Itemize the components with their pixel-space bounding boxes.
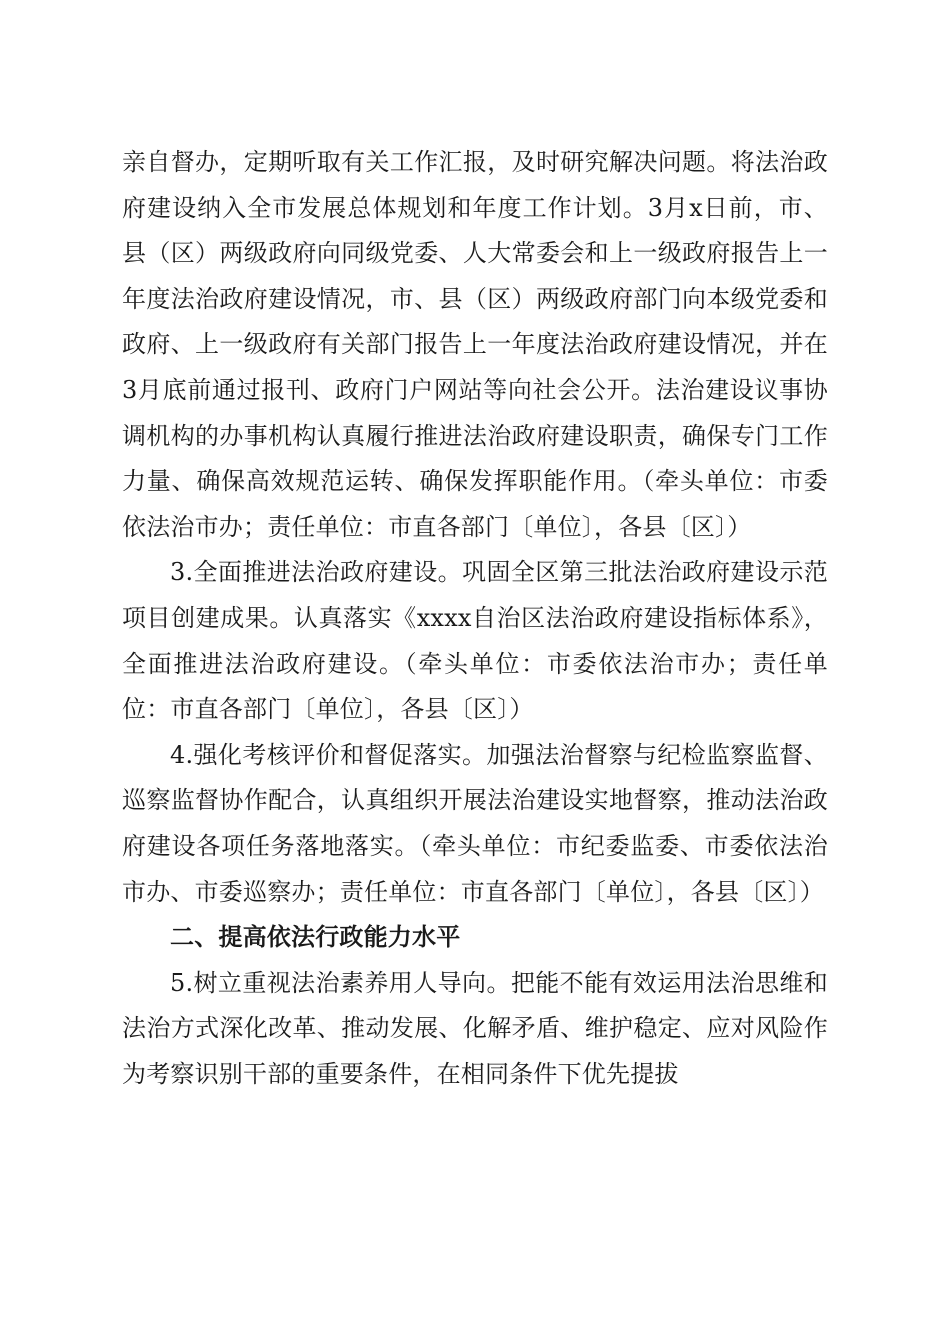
paragraph-item-4: 4.强化考核评价和督促落实。加强法治督察与纪检监察监督、巡察监督协作配合，认真组织开展法治建设实地督察，推动法治政府建设各项任务落地落实。（牵头单位：市纪委监委、市委依法治市办、市委巡察办；责任单位：市直各部门〔单位〕，各县〔区〕）: [122, 740, 828, 906]
paragraph-continued: 亲自督办，定期听取有关工作汇报，及时研究解决问题。将法治政府建设纳入全市发展总体规划和年度工作计划。3月x日前，市、县（区）两级政府向同级党委、人大常委会和上一级政府报告上一年度法治政府建设情况，市、县（区）两级政府部门向本级党委和政府、上一级政府有关部门报告上一年度法治政府建设情况，并在3月底前通过报刊、政府门户网站等向社会公开。法治建设议事协调机构的办事机构认真履行推进法治政府建设职责，确保专门工作力量、确保高效规范运转、确保发挥职能作用。（牵头单位：市委依法治市办；责任单位：市直各部门〔单位〕，各县〔区〕）: [122, 148, 828, 541]
document-body: [122, 140, 828, 1097]
section-heading: 二、提高依法行政能力水平: [170, 923, 461, 952]
paragraph-item-5: 5.树立重视法治素养用人导向。把能不能有效运用法治思维和法治方式深化改革、推动发展、化解矛盾、维护稳定、应对风险作为考察识别干部的重要条件，在相同条件下优先提拔: [122, 968, 828, 1088]
paragraph-item-3: 3.全面推进法治政府建设。巩固全区第三批法治政府建设示范项目创建成果。认真落实《xxxx自治区法治政府建设指标体系》，全面推进法治政府建设。（牵头单位：市委依法治市办；责任单位：市直各部门〔单位〕，各县〔区〕）: [122, 558, 828, 724]
